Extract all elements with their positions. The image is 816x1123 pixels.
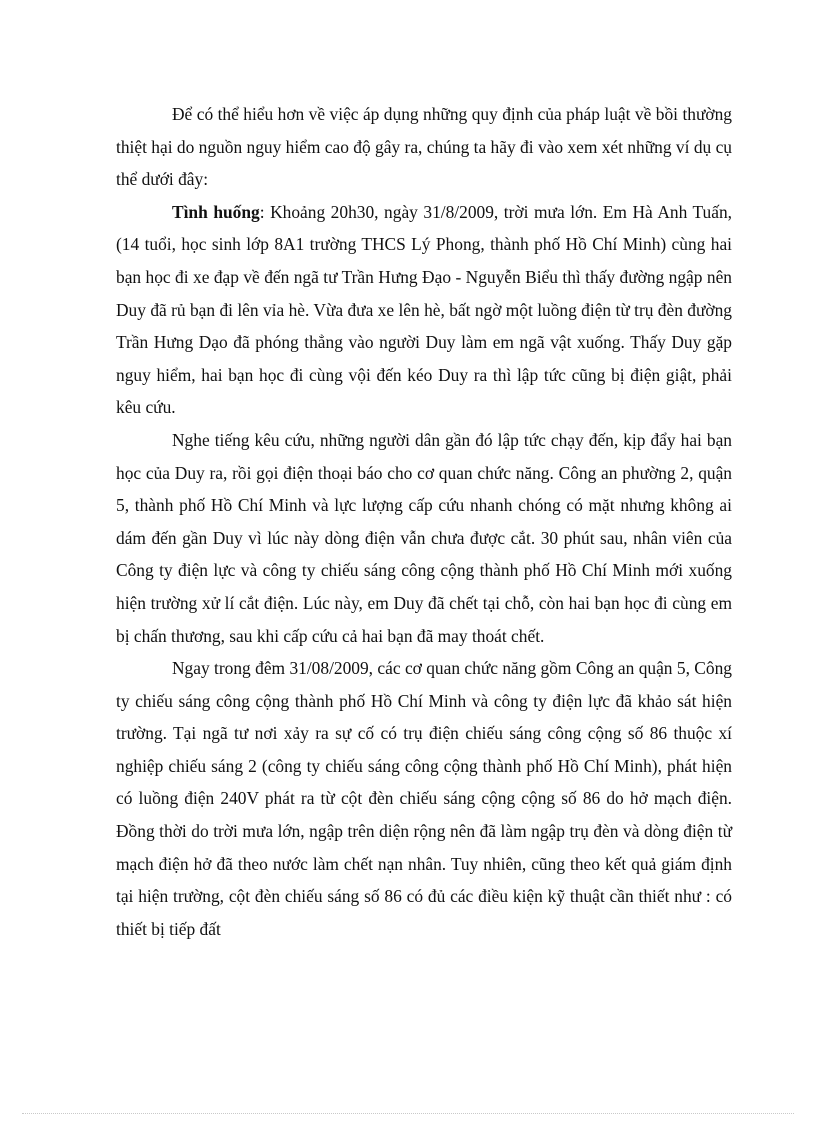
document-body: [116, 98, 732, 945]
paragraph-situation: [116, 196, 732, 424]
paragraph-rescue-text: Nghe tiếng kêu cứu, những người dân gần đó lập tức chạy đến, kịp đẩy hai bạn học của Duy ra, rồi gọi điện thoại báo cho cơ quan chức năng. Công an phường 2, quận 5, thành phố Hồ Chí Minh và lực lượng cấp cứu nhanh chóng có mặt nhưng không ai dám đến gần Duy vì lúc này dòng điện vẫn chưa được cắt. 30 phút sau, nhân viên của Công ty điện lực và công ty chiếu sáng công cộng thành phố Hồ Chí Minh mới xuống hiện trường xử lí cắt điện. Lúc này, em Duy đã chết tại chỗ, còn hai bạn học đi cùng em bị chấn thương, sau khi cấp cứu cả hai bạn đã may thoát chết.: [116, 429, 732, 646]
paragraph-intro: [116, 98, 732, 196]
paragraph-rescue: [116, 424, 732, 652]
situation-heading: Tình huống: [172, 201, 260, 222]
paragraph-investigation-text: Ngay trong đêm 31/08/2009, các cơ quan chức năng gồm Công an quận 5, Công ty chiếu sáng công cộng thành phố Hồ Chí Minh và công ty điện lực đã khảo sát hiện trường. Tại ngã tư nơi xảy ra sự cố có trụ điện chiếu sáng công cộng số 86 thuộc xí nghiệp chiếu sáng 2 (công ty chiếu sáng công cộng thành phố Hồ Chí Minh), phát hiện có luồng điện 240V phát ra từ cột đèn chiếu sáng cộng cộng số 86 do hở mạch điện. Đồng thời do trời mưa lớn, ngập trên diện rộng nên đã làm ngập trụ đèn và dòng điện từ mạch điện hở đã theo nước làm chết nạn nhân. Tuy nhiên, cũng theo kết quả giám định tại hiện trường, cột đèn chiếu sáng số 86 có đủ các điều kiện kỹ thuật cần thiết như : có thiết bị tiếp đất: [116, 658, 732, 939]
paragraph-investigation: [116, 652, 732, 945]
paragraph-intro-text: Để có thể hiểu hơn về việc áp dụng những quy định của pháp luật về bồi thường thiệt hại do nguồn nguy hiểm cao độ gây ra, chúng ta hãy đi vào xem xét những ví dụ cụ thể dưới đây:: [116, 104, 732, 190]
page-bottom-divider: [22, 1113, 794, 1114]
paragraph-situation-text: : Khoảng 20h30, ngày 31/8/2009, trời mưa lớn. Em Hà Anh Tuấn, (14 tuổi, học sinh lớp 8A1 trường THCS Lý Phong, thành phố Hồ Chí Minh) cùng hai bạn học đi xe đạp về đến ngã tư Trần Hưng Đạo - Nguyễn Biểu thì thấy đường ngập nên Duy đã rủ bạn đi lên vỉa hè. Vừa đưa xe lên hè, bất ngờ một luồng điện từ trụ đèn đường Trần Hưng Dạo đã phóng thẳng vào người Duy làm em ngã vật xuống. Thấy Duy gặp nguy hiểm, hai bạn học đi cùng vội đến kéo Duy ra thì lập tức cũng bị điện giật, phải kêu cứu.: [116, 201, 732, 418]
